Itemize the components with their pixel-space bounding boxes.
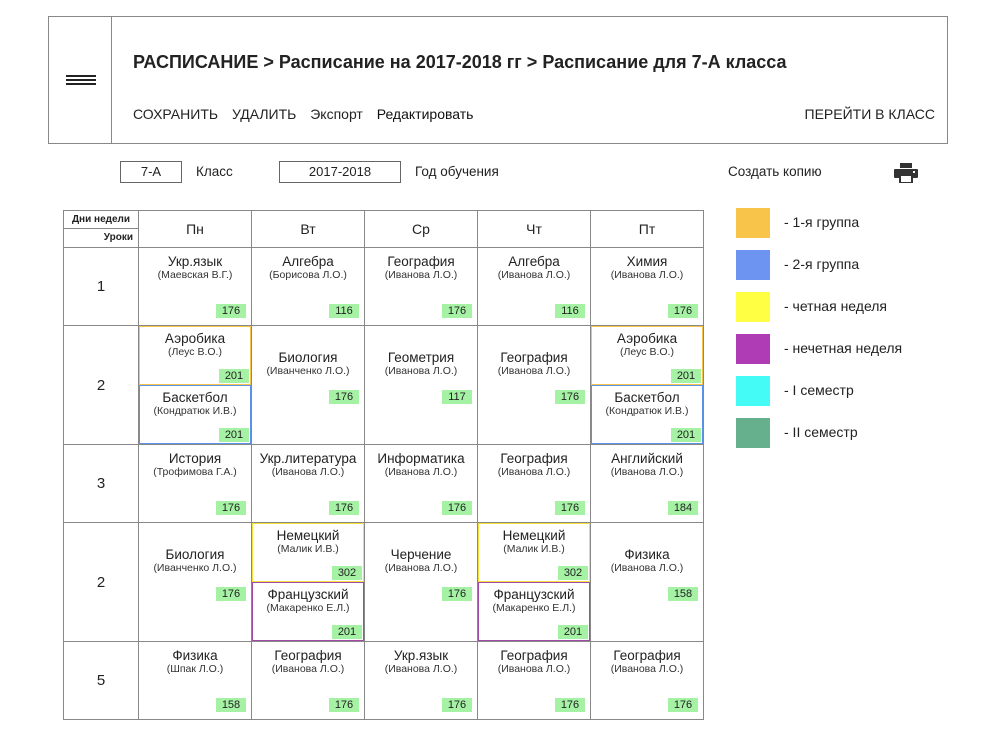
room-badge: 116 [329,304,359,318]
room-badge: 158 [668,587,698,601]
legend-swatch [736,418,770,448]
teacher-name: (Иванова Л.О.) [610,269,684,281]
table-corner [64,211,139,248]
teacher-name: (Маевская В.Г.) [157,269,233,281]
lesson-row [64,642,704,720]
subject-name: Немецкий [502,528,566,543]
schedule-cell[interactable] [591,642,704,720]
room-badge: 176 [555,501,585,515]
room-badge: 176 [442,698,472,712]
legend-swatch [736,376,770,406]
teacher-name: (Иванова Л.О.) [384,269,458,281]
teacher-name: (Кондратюк И.В.) [153,405,237,417]
teacher-name: (Малик И.В.) [503,543,565,555]
legend-swatch [736,208,770,238]
lesson-entry[interactable] [252,642,364,719]
legend-label: - 1-я группа [784,214,860,230]
teacher-name: (Леус В.О.) [168,346,222,358]
legend-label: - четная неделя [784,298,888,314]
room-badge: 302 [558,566,588,580]
lesson-entry[interactable] [478,248,590,325]
schedule-cell[interactable] [252,642,365,720]
schedule-cell[interactable] [365,326,478,445]
lesson-entry[interactable] [591,326,703,385]
subject-name: Английский [611,451,683,466]
lesson-entry[interactable] [139,326,251,385]
schedule-cell[interactable] [478,248,591,326]
lesson-number: 1 [64,248,139,326]
days-of-week-label: Дни недели [64,211,138,229]
lesson-row [64,445,704,523]
teacher-name: (Малик И.В.) [277,543,339,555]
legend-swatch [736,334,770,364]
subject-name: Немецкий [276,528,340,543]
lesson-entry[interactable] [591,642,703,719]
teacher-name: (Иванова Л.О.) [610,663,684,675]
breadcrumb-class: Расписание для 7-А класса [542,52,787,72]
breadcrumb [133,52,787,73]
lesson-entry[interactable] [478,523,590,582]
schedule-cell[interactable] [252,445,365,523]
lesson-entry[interactable] [478,326,590,444]
subject-name: География [613,648,681,663]
schedule-cell[interactable] [478,642,591,720]
lesson-entry[interactable] [252,445,364,522]
teacher-name: (Иванова Л.О.) [497,365,571,377]
lesson-entry[interactable] [591,445,703,522]
subject-name: Укр.язык [393,648,449,663]
subject-name: География [274,648,342,663]
day-header: Пт [591,211,704,248]
lesson-row [64,248,704,326]
lesson-entry[interactable] [365,248,477,325]
subject-name: Физика [172,648,218,663]
schedule-cell[interactable] [252,523,365,642]
schedule-cell[interactable] [478,326,591,445]
lesson-entry[interactable] [252,326,364,444]
subject-name: География [387,254,455,269]
room-badge: 201 [671,369,701,383]
lesson-entry[interactable] [591,248,703,325]
lesson-entry[interactable] [139,642,251,719]
legend-label: - 2-я группа [784,256,860,272]
subject-name: Биология [278,350,338,365]
create-copy-button[interactable]: Создать копию [728,164,822,179]
schedule-cell[interactable] [365,445,478,523]
teacher-name: (Борисова Л.О.) [269,269,347,281]
room-badge: 176 [442,587,472,601]
room-badge: 176 [442,501,472,515]
lesson-entry[interactable] [365,523,477,641]
action-bar [133,106,483,122]
schedule-cell[interactable] [139,445,252,523]
teacher-name: (Макаренко Е.Л.) [492,602,576,614]
room-badge: 176 [555,698,585,712]
room-badge: 184 [668,501,698,515]
schedule-cell[interactable] [139,326,252,445]
day-header: Чт [478,211,591,248]
subject-name: Физика [624,547,670,562]
teacher-name: (Кондратюк И.В.) [605,405,689,417]
lesson-row [64,326,704,445]
subject-name: Аэробика [616,331,678,346]
lesson-entry[interactable] [478,445,590,522]
subject-name: Черчение [390,547,452,562]
lesson-number: 2 [64,326,139,445]
lesson-number: 2 [64,523,139,642]
room-badge: 176 [216,587,246,601]
room-badge: 176 [555,390,585,404]
schedule-cell[interactable] [591,248,704,326]
room-badge: 176 [668,304,698,318]
lesson-entry[interactable] [365,445,477,522]
room-badge: 302 [332,566,362,580]
day-header: Ср [365,211,478,248]
teacher-name: (Иванова Л.О.) [271,663,345,675]
schedule-cell[interactable] [365,248,478,326]
lesson-entry[interactable] [252,582,364,641]
lessons-label: Уроки [103,232,133,243]
subject-name: Биология [165,547,225,562]
teacher-name: (Иванова Л.О.) [271,466,345,478]
schedule-cell[interactable] [365,642,478,720]
subject-name: Химия [626,254,668,269]
schedule-cell[interactable] [478,445,591,523]
room-badge: 201 [219,428,249,442]
teacher-name: (Иванова Л.О.) [384,663,458,675]
schedule-cell[interactable] [252,248,365,326]
schedule-cell[interactable] [591,326,704,445]
subject-name: Французский [267,587,349,602]
teacher-name: (Иванченко Л.О.) [153,562,237,574]
menu-cell [49,17,112,143]
subject-name: Баскетбол [614,390,680,405]
teacher-name: (Леус В.О.) [620,346,674,358]
subject-name: История [168,451,222,466]
teacher-name: (Иванченко Л.О.) [266,365,350,377]
room-badge: 176 [329,698,359,712]
teacher-name: (Иванова Л.О.) [384,466,458,478]
subject-name: Алгебра [282,254,334,269]
room-badge: 201 [219,369,249,383]
subject-name: География [500,648,568,663]
teacher-name: (Макаренко Е.Л.) [266,602,350,614]
class-field[interactable]: 7-А [120,161,182,183]
year-field[interactable]: 2017-2018 [279,161,401,183]
subject-name: Информатика [377,451,465,466]
schedule-cell[interactable] [139,248,252,326]
edit-button[interactable]: Редактировать [376,106,474,122]
day-header: Пн [139,211,252,248]
lesson-entry[interactable] [139,523,251,641]
room-badge: 201 [671,428,701,442]
teacher-name: (Иванова Л.О.) [384,562,458,574]
room-badge: 176 [329,501,359,515]
lesson-entry[interactable] [478,642,590,719]
legend-label: - II семестр [784,424,858,440]
schedule-cell[interactable] [252,326,365,445]
subject-name: Французский [493,587,575,602]
teacher-name: (Трофимова Г.А.) [153,466,237,478]
subject-name: География [500,350,568,365]
lesson-number: 3 [64,445,139,523]
subject-name: География [500,451,568,466]
hamburger-menu-icon[interactable] [66,75,96,85]
schedule-cell[interactable] [139,523,252,642]
legend-swatch [736,292,770,322]
subject-name: Укр.язык [167,254,223,269]
room-badge: 201 [558,625,588,639]
room-badge: 176 [216,304,246,318]
lesson-entry[interactable] [252,523,364,582]
lesson-entry[interactable] [139,445,251,522]
room-badge: 176 [329,390,359,404]
printer-icon[interactable] [894,163,918,183]
lesson-entry[interactable] [591,523,703,641]
year-label: Год обучения [415,164,499,179]
teacher-name: (Иванова Л.О.) [384,365,458,377]
delete-button[interactable]: УДАЛИТЬ [231,106,297,122]
legend-label: - нечетная неделя [784,340,903,356]
legend-swatch [736,250,770,280]
schedule-table [63,210,704,720]
day-header: Вт [252,211,365,248]
subject-name: Аэробика [164,331,226,346]
breadcrumb-separator: > [526,52,538,72]
subject-name: Укр.литература [259,451,357,466]
room-badge: 201 [332,625,362,639]
save-button[interactable]: СОХРАНИТЬ [133,106,219,122]
class-label: Класс [196,164,233,179]
export-button[interactable]: Экспорт [310,106,363,122]
subject-name: Алгебра [508,254,560,269]
breadcrumb-year[interactable]: Расписание на 2017-2018 гг [278,52,522,72]
teacher-name: (Иванова Л.О.) [497,269,571,281]
lesson-entry[interactable] [591,385,703,444]
teacher-name: (Иванова Л.О.) [497,466,571,478]
teacher-name: (Шпак Л.О.) [166,663,224,675]
subject-name: Геометрия [387,350,455,365]
schedule-cell[interactable] [478,523,591,642]
lesson-entry[interactable] [365,326,477,444]
lesson-entry[interactable] [365,642,477,719]
schedule-cell[interactable] [365,523,478,642]
lesson-entry[interactable] [139,248,251,325]
teacher-name: (Иванова Л.О.) [610,466,684,478]
schedule-cell[interactable] [139,642,252,720]
room-badge: 176 [216,501,246,515]
lesson-number: 5 [64,642,139,720]
room-badge: 176 [442,304,472,318]
lesson-entry[interactable] [478,582,590,641]
go-to-class-button[interactable]: ПЕРЕЙТИ В КЛАСС [804,106,935,122]
lesson-entry[interactable] [139,385,251,444]
room-badge: 158 [216,698,246,712]
teacher-name: (Иванова Л.О.) [610,562,684,574]
subject-name: Баскетбол [162,390,228,405]
teacher-name: (Иванова Л.О.) [497,663,571,675]
room-badge: 176 [668,698,698,712]
breadcrumb-separator: > [263,52,274,72]
schedule-cell[interactable] [591,445,704,523]
legend-label: - I семестр [784,382,854,398]
schedule-cell[interactable] [591,523,704,642]
header-panel [48,16,948,144]
days-header-row [64,211,704,248]
room-badge: 116 [555,304,585,318]
lesson-row [64,523,704,642]
breadcrumb-root[interactable]: РАСПИСАНИЕ [133,52,259,72]
lesson-entry[interactable] [252,248,364,325]
room-badge: 117 [442,390,472,404]
